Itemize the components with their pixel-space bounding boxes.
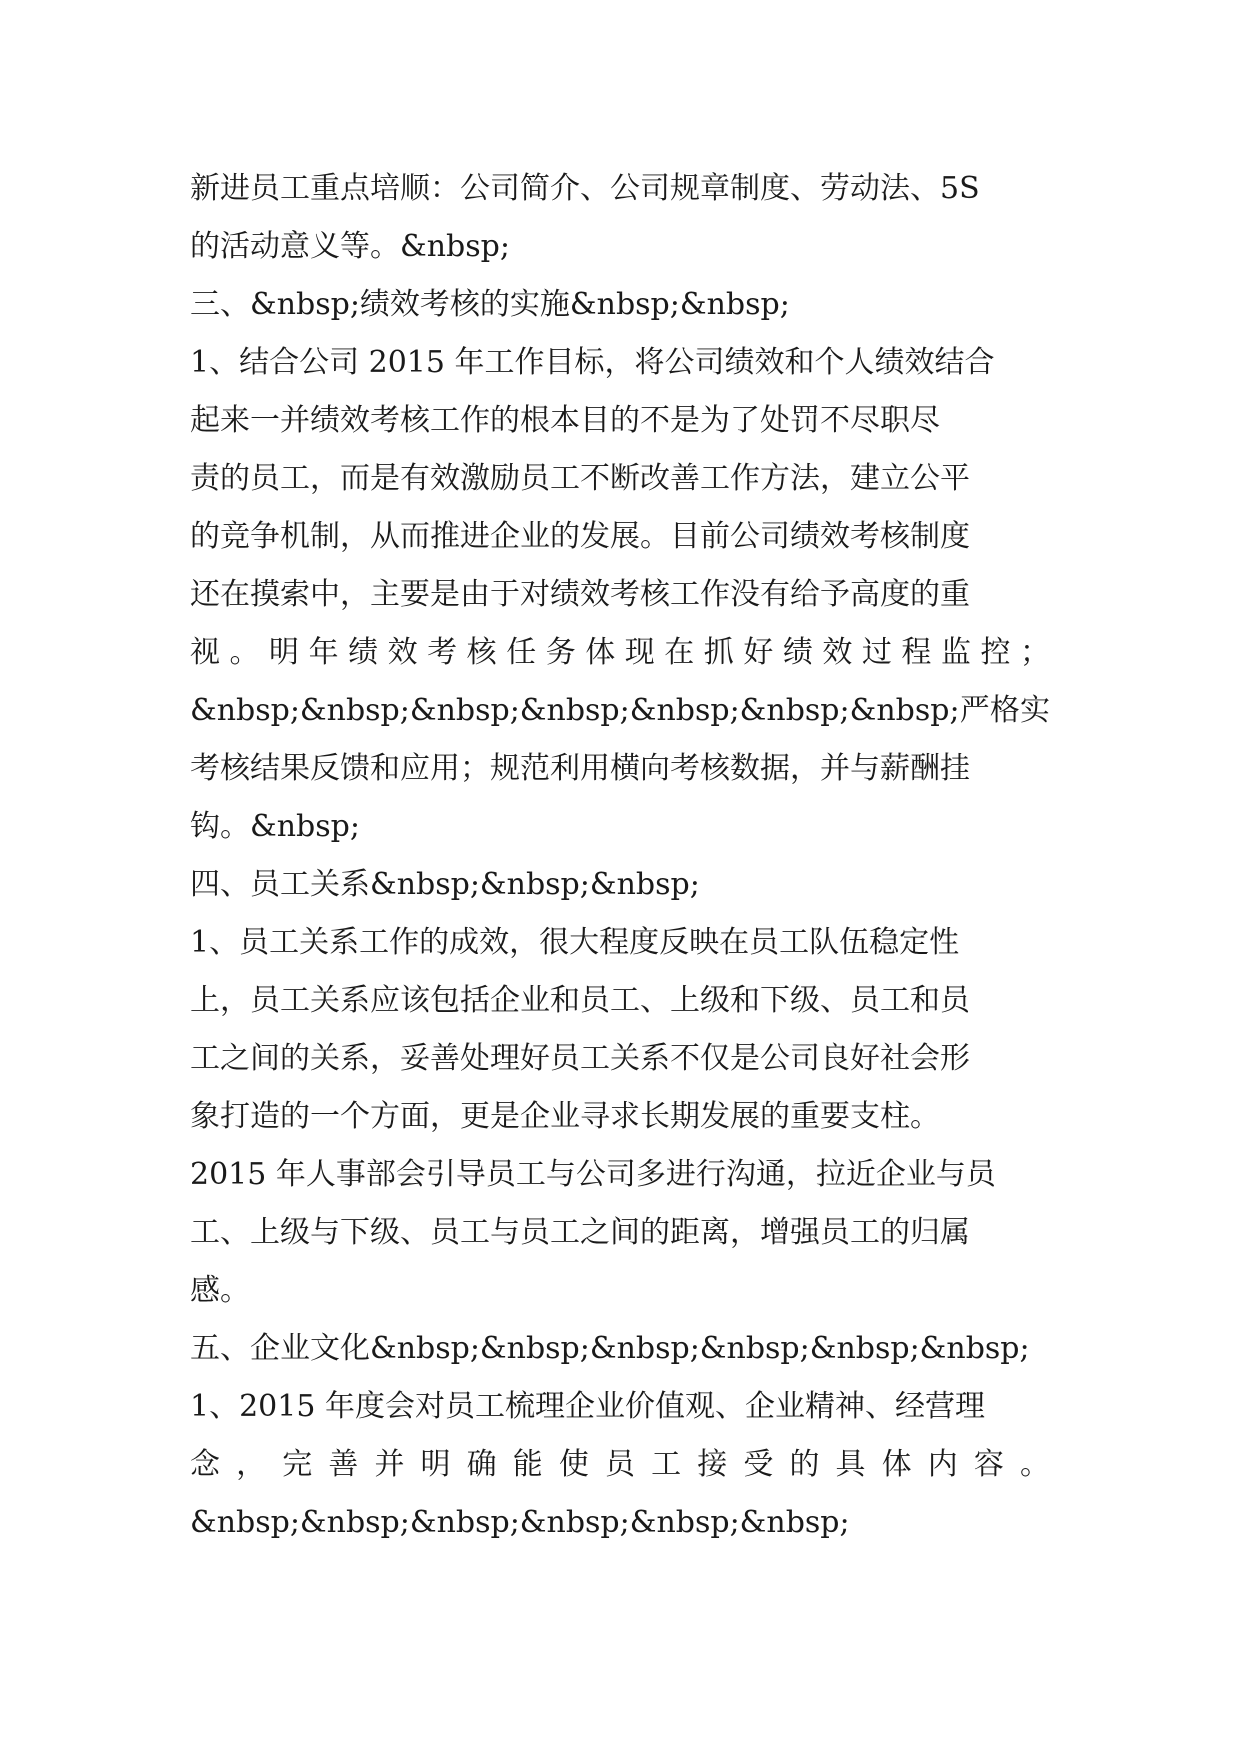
- text-line: 工、上级与下级、员工与员工之间的距离，增强员工的归属: [190, 1215, 970, 1250]
- text-line: 视。明年绩效考核任务体现在抓好绩效过程监控；: [190, 635, 1050, 670]
- section-heading: 四、员工关系&nbsp;&nbsp;&nbsp;: [190, 867, 700, 902]
- text-line: 上，员工关系应该包括企业和员工、上级和下级、员工和员: [190, 983, 970, 1018]
- text-line: &nbsp;&nbsp;&nbsp;&nbsp;&nbsp;&nbsp;&nbsp;严格实: [190, 693, 1050, 728]
- text-line: 1、结合公司 2015 年工作目标，将公司绩效和个人绩效结合: [190, 345, 995, 380]
- section-heading: 五、企业文化&nbsp;&nbsp;&nbsp;&nbsp;&nbsp;&nbsp;: [190, 1331, 1030, 1366]
- text-line: 2015 年人事部会引导员工与公司多进行沟通，拉近企业与员: [190, 1157, 996, 1192]
- text-line: 还在摸索中，主要是由于对绩效考核工作没有给予高度的重: [190, 577, 970, 612]
- text-line: &nbsp;&nbsp;&nbsp;&nbsp;&nbsp;&nbsp;: [190, 1505, 850, 1540]
- text-line: 起来一并绩效考核工作的根本目的不是为了处罚不尽职尽: [190, 403, 940, 438]
- text-line: 责的员工，而是有效激励员工不断改善工作方法，建立公平: [190, 461, 970, 496]
- text-line: 新进员工重点培顺：公司简介、公司规章制度、劳动法、5S: [190, 171, 980, 206]
- text-line: 1、员工关系工作的成效，很大程度反映在员工队伍稳定性: [190, 925, 960, 960]
- section-heading: 三、&nbsp;绩效考核的实施&nbsp;&nbsp;: [190, 287, 790, 322]
- text-line: 考核结果反馈和应用；规范利用横向考核数据，并与薪酬挂: [190, 751, 970, 786]
- text-line: 1、2015 年度会对员工梳理企业价值观、企业精神、经营理: [190, 1389, 985, 1424]
- text-line: 象打造的一个方面，更是企业寻求长期发展的重要支柱。: [190, 1099, 940, 1134]
- text-line: 的活动意义等。&nbsp;: [190, 229, 510, 264]
- text-line: 工之间的关系，妥善处理好员工关系不仅是公司良好社会形: [190, 1041, 970, 1076]
- text-line: 感。: [190, 1273, 250, 1308]
- document-body: [190, 160, 1050, 1552]
- text-line: 念，完善并明确能使员工接受的具体内容。: [190, 1447, 1050, 1482]
- text-line: 的竞争机制，从而推进企业的发展。目前公司绩效考核制度: [190, 519, 970, 554]
- text-line: 钩。&nbsp;: [190, 809, 360, 844]
